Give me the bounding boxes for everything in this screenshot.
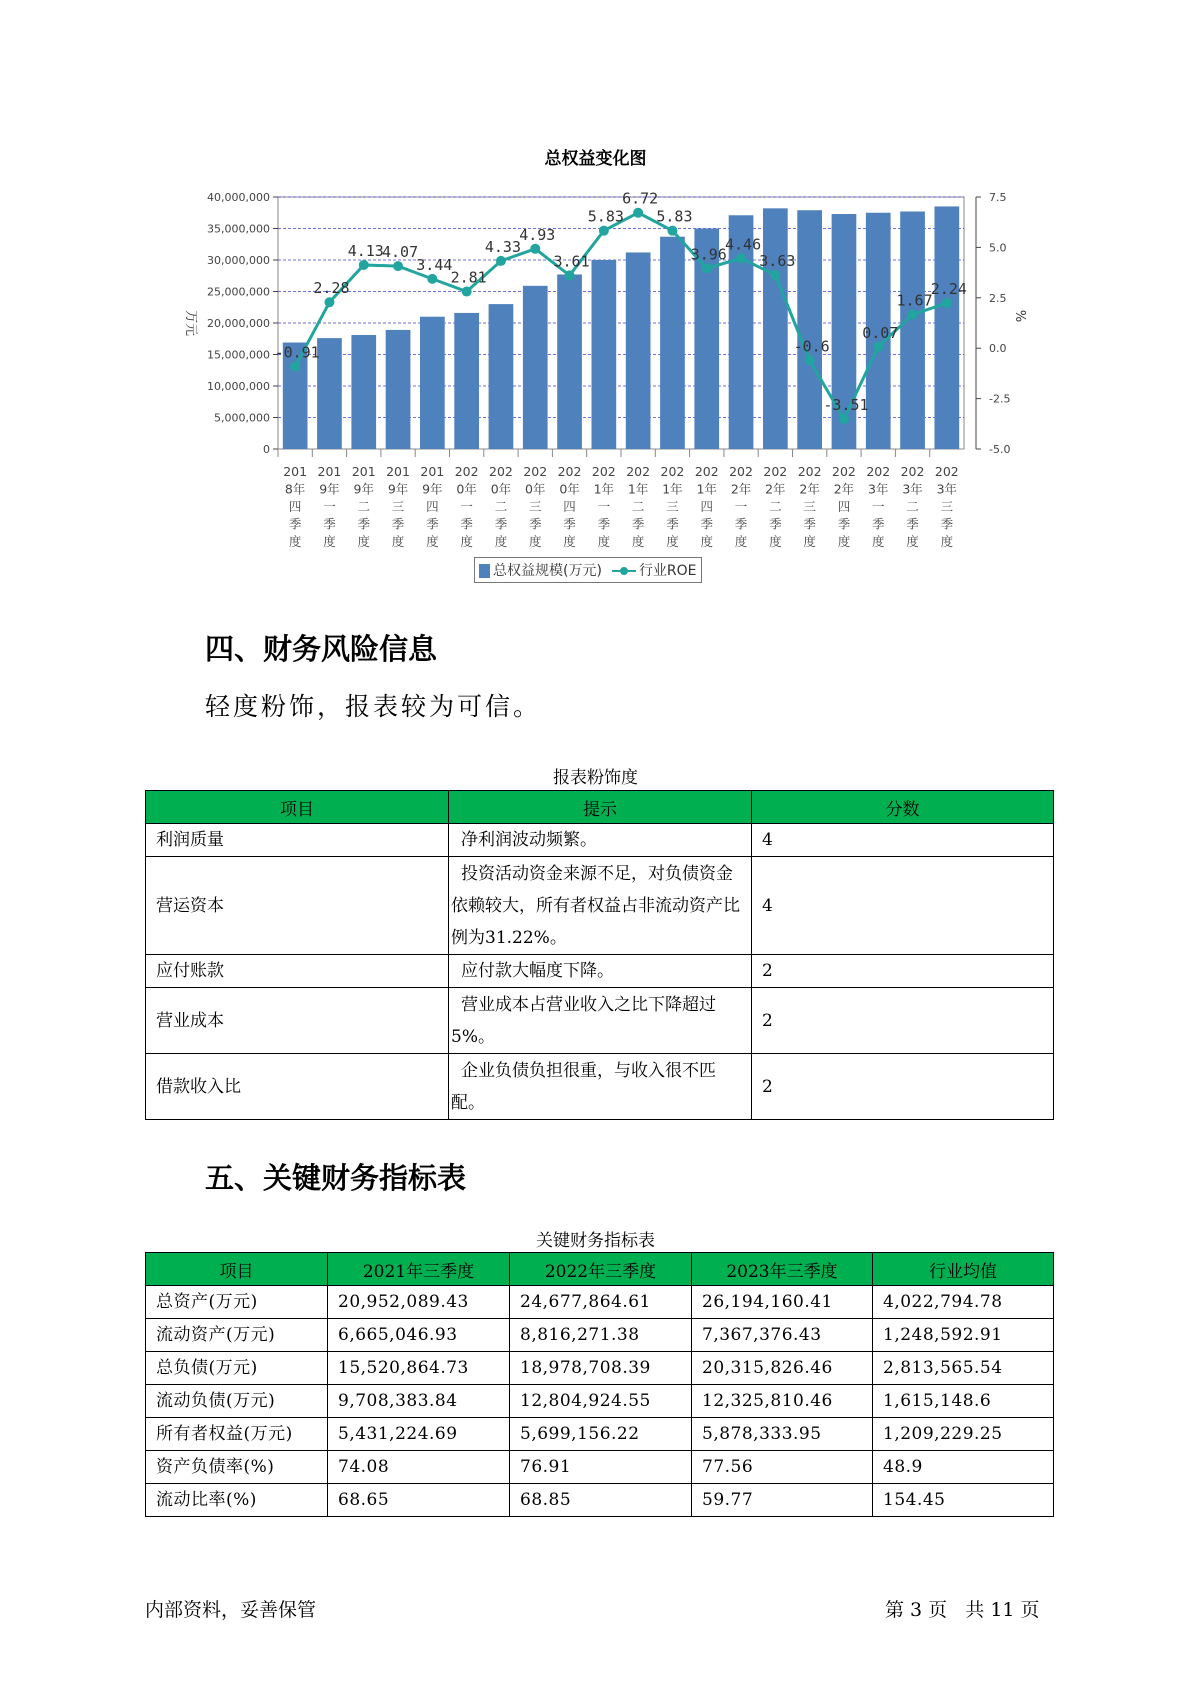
x-tick-label: 201 8年四季度 <box>283 464 308 549</box>
x-tick-label: 202 2年三季度 <box>797 464 822 549</box>
chart-title: 总权益变化图 <box>544 149 647 169</box>
bar <box>935 206 960 449</box>
key-cell-value-2023: 12,325,810.46 <box>692 1385 873 1418</box>
roe-point <box>667 226 677 236</box>
y-right-tick-label: -5.0 <box>989 443 1011 456</box>
roe-point <box>565 270 575 280</box>
table-row <box>146 1286 1054 1319</box>
bar <box>626 252 651 449</box>
x-tick-label: 202 2年四季度 <box>832 464 856 549</box>
risk-tip: 企业负债负担很重，与收入很不匹配。 <box>449 1054 752 1120</box>
x-tick-label: 201 9年四季度 <box>420 464 445 549</box>
roe-data-label: -0.91 <box>274 343 320 362</box>
footer-page-number: 第 3 页 共 11 页 <box>885 1599 1040 1621</box>
table-row <box>146 988 1054 1054</box>
roe-point <box>462 287 472 297</box>
risk-score: 2 <box>752 955 1054 988</box>
risk-tip: 投资活动资金来源不足，对负债资金依赖较大，所有者权益占非流动资产比例为31.22%。 <box>449 857 752 955</box>
roe-data-label: 6.72 <box>622 189 659 208</box>
key-cell-value-2023: 20,315,826.46 <box>692 1352 873 1385</box>
risk-tip: 应付款大幅度下降。 <box>449 955 752 988</box>
key-cell-value-2021: 15,520,864.73 <box>328 1352 510 1385</box>
y-left-tick-label: 5,000,000 <box>214 411 270 425</box>
y-right-tick-label: -2.5 <box>989 392 1011 406</box>
y-right-tick-label: 7.5 <box>989 191 1007 204</box>
x-tick-label: 201 9年一季度 <box>317 464 342 549</box>
roe-data-label: 5.83 <box>587 207 624 226</box>
x-tick-label: 202 2年二季度 <box>763 464 788 549</box>
roe-data-label: 4.13 <box>347 241 384 260</box>
risk-item: 应付账款 <box>146 955 449 988</box>
roe-data-label: 3.63 <box>759 252 796 271</box>
table-row <box>146 1385 1054 1418</box>
bar <box>763 208 788 449</box>
roe-data-label: 4.07 <box>381 243 419 262</box>
header-cell: 项目 <box>146 1253 328 1286</box>
key-cell-value-2023: 5,878,333.95 <box>692 1418 873 1451</box>
bar <box>900 211 925 449</box>
table-row <box>146 1054 1054 1120</box>
x-tick-label: 202 3年二季度 <box>900 464 925 549</box>
bar <box>557 274 582 449</box>
bar-swatch-icon <box>479 564 490 578</box>
key-cell-item: 流动资产(万元) <box>146 1319 328 1352</box>
y-left-tick-label: 0 <box>263 443 270 456</box>
roe-data-label: -0.6 <box>793 337 830 356</box>
bar <box>386 330 411 449</box>
x-tick-label: 202 0年一季度 <box>454 464 479 549</box>
legend-item-bar: 总权益规模(万元) <box>479 560 602 580</box>
roe-point <box>359 260 369 270</box>
roe-point <box>770 270 780 280</box>
y-right-axis-title: % <box>1012 309 1027 323</box>
key-cell-industry-avg: 1,209,229.25 <box>873 1418 1054 1451</box>
risk-item: 营运资本 <box>146 857 449 955</box>
x-tick-label: 202 3年三季度 <box>934 464 959 549</box>
section4-title: 四、财务风险信息 <box>205 632 438 666</box>
key-cell-item: 总资产(万元) <box>146 1286 328 1319</box>
key-cell-item: 流动比率(%) <box>146 1484 328 1517</box>
roe-point <box>290 362 300 372</box>
y-left-tick-label: 20,000,000 <box>207 317 270 330</box>
risk-item: 营业成本 <box>146 988 449 1054</box>
risk-score: 2 <box>752 988 1054 1054</box>
roe-point <box>873 342 883 352</box>
roe-point <box>839 414 849 424</box>
x-tick-label: 202 1年三季度 <box>660 464 685 549</box>
key-cell-industry-avg: 48.9 <box>873 1451 1054 1484</box>
key-cell-value-2022: 76.91 <box>510 1451 692 1484</box>
bar <box>489 304 514 449</box>
roe-data-label: 2.28 <box>313 279 350 298</box>
key-cell-industry-avg: 1,248,592.91 <box>873 1319 1054 1352</box>
roe-data-label: 5.83 <box>656 207 693 226</box>
roe-point <box>599 226 609 236</box>
line-swatch-icon <box>612 565 636 577</box>
y-left-axis-title: 万元 <box>183 309 198 337</box>
table-row <box>146 1319 1054 1352</box>
key-cell-value-2021: 74.08 <box>328 1451 510 1484</box>
risk-table-header <box>146 791 1054 824</box>
roe-data-label: 1.67 <box>896 291 933 310</box>
roe-point <box>324 297 334 307</box>
roe-point <box>427 274 437 284</box>
key-cell-value-2023: 59.77 <box>692 1484 873 1517</box>
roe-data-label: 3.96 <box>690 245 727 264</box>
y-left-tick-label: 10,000,000 <box>207 380 270 393</box>
roe-data-label: 4.33 <box>484 237 522 256</box>
x-tick-label: 201 9年三季度 <box>386 464 410 549</box>
key-cell-value-2022: 5,699,156.22 <box>510 1418 692 1451</box>
roe-point <box>908 310 918 320</box>
table-row <box>146 1484 1054 1517</box>
header-cell: 2021年三季度 <box>328 1253 510 1286</box>
x-tick-label: 202 2年一季度 <box>729 464 753 549</box>
bar <box>351 335 376 449</box>
key-cell-value-2023: 77.56 <box>692 1451 873 1484</box>
bar <box>797 210 822 449</box>
y-right-tick-label: 0.0 <box>989 342 1007 356</box>
risk-item: 利润质量 <box>146 824 449 857</box>
key-cell-value-2021: 6,665,046.93 <box>328 1319 510 1352</box>
x-tick-label: 202 3年一季度 <box>866 464 891 549</box>
chart-legend <box>474 557 702 583</box>
roe-point <box>393 261 403 271</box>
key-cell-industry-avg: 1,615,148.6 <box>873 1385 1054 1418</box>
bar <box>660 237 685 449</box>
key-cell-value-2022: 12,804,924.55 <box>510 1385 692 1418</box>
risk-score: 2 <box>752 1054 1054 1120</box>
key-cell-value-2022: 18,978,708.39 <box>510 1352 692 1385</box>
key-cell-value-2022: 8,816,271.38 <box>510 1319 692 1352</box>
y-left-tick-label: 25,000,000 <box>207 285 270 299</box>
key-table-caption: 关键财务指标表 <box>536 1231 655 1251</box>
bar <box>454 313 479 449</box>
risk-table <box>145 790 1054 1120</box>
bar <box>420 317 445 449</box>
key-cell-item: 资产负债率(%) <box>146 1451 328 1484</box>
key-cell-value-2023: 7,367,376.43 <box>692 1319 873 1352</box>
header-cell: 提示 <box>449 791 752 824</box>
y-left-tick-label: 40,000,000 <box>207 191 270 204</box>
x-tick-label: 202 0年四季度 <box>557 464 582 549</box>
roe-point <box>805 355 815 365</box>
key-cell-value-2021: 9,708,383.84 <box>328 1385 510 1418</box>
roe-data-label: 4.93 <box>519 225 556 244</box>
x-tick-label: 202 0年三季度 <box>523 464 548 549</box>
roe-data-label: 4.46 <box>724 235 762 254</box>
roe-data-label: 2.81 <box>450 268 487 287</box>
roe-data-label: -3.51 <box>823 395 869 414</box>
key-cell-industry-avg: 154.45 <box>873 1484 1054 1517</box>
key-cell-item: 总负债(万元) <box>146 1352 328 1385</box>
bar <box>317 338 342 449</box>
key-table-header <box>146 1253 1054 1286</box>
y-left-tick-label: 15,000,000 <box>207 348 270 362</box>
table-row <box>146 955 1054 988</box>
table-row <box>146 857 1054 955</box>
key-cell-value-2021: 20,952,089.43 <box>328 1286 510 1319</box>
bar <box>523 286 548 449</box>
key-cell-industry-avg: 2,813,565.54 <box>873 1352 1054 1385</box>
roe-data-label: 3.44 <box>416 255 453 274</box>
key-cell-value-2022: 24,677,864.61 <box>510 1286 692 1319</box>
roe-data-label: 0.07 <box>862 323 899 342</box>
y-right-tick-label: 5.0 <box>989 241 1007 255</box>
key-cell-value-2021: 68.65 <box>328 1484 510 1517</box>
risk-score: 4 <box>752 857 1054 955</box>
key-cell-item: 流动负债(万元) <box>146 1385 328 1418</box>
y-left-tick-label: 35,000,000 <box>207 222 270 236</box>
key-cell-industry-avg: 4,022,794.78 <box>873 1286 1054 1319</box>
footer-left: 内部资料，妥善保管 <box>145 1599 317 1621</box>
key-cell-value-2021: 5,431,224.69 <box>328 1418 510 1451</box>
roe-point <box>942 298 952 308</box>
risk-score: 4 <box>752 824 1054 857</box>
x-tick-label: 202 1年一季度 <box>591 464 616 549</box>
legend-item-line: 行业ROE <box>612 560 697 580</box>
x-tick-label: 202 1年四季度 <box>694 464 719 549</box>
header-cell: 分数 <box>752 791 1054 824</box>
roe-data-label: 3.61 <box>553 252 590 271</box>
x-tick-label: 202 1年二季度 <box>626 464 651 549</box>
roe-point <box>496 256 506 266</box>
risk-tip: 营业成本占营业收入之比下降超过5%。 <box>449 988 752 1054</box>
risk-table-caption: 报表粉饰度 <box>553 768 638 788</box>
y-left-tick-label: 30,000,000 <box>207 254 270 267</box>
key-cell-value-2023: 26,194,160.41 <box>692 1286 873 1319</box>
risk-item: 借款收入比 <box>146 1054 449 1120</box>
roe-point <box>633 208 643 218</box>
roe-point <box>530 244 540 254</box>
table-row <box>146 1352 1054 1385</box>
bar <box>592 260 617 449</box>
risk-tip: 净利润波动频繁。 <box>449 824 752 857</box>
equity-chart <box>0 0 1191 560</box>
roe-point <box>702 263 712 273</box>
section5-title: 五、关键财务指标表 <box>205 1161 467 1195</box>
section4-text: 轻度粉饰，报表较为可信。 <box>205 692 542 721</box>
roe-point <box>736 253 746 263</box>
x-tick-label: 202 0年二季度 <box>489 464 513 549</box>
key-financial-table <box>145 1252 1054 1517</box>
table-row <box>146 1451 1054 1484</box>
roe-data-label: 2.24 <box>930 280 967 299</box>
header-cell: 项目 <box>146 791 449 824</box>
header-cell: 2022年三季度 <box>510 1253 692 1286</box>
table-row <box>146 824 1054 857</box>
y-right-tick-label: 2.5 <box>989 291 1007 305</box>
key-cell-value-2022: 68.85 <box>510 1484 692 1517</box>
header-cell: 2023年三季度 <box>692 1253 873 1286</box>
table-row <box>146 1418 1054 1451</box>
key-cell-item: 所有者权益(万元) <box>146 1418 328 1451</box>
x-tick-label: 201 9年二季度 <box>351 464 376 549</box>
header-cell: 行业均值 <box>873 1253 1054 1286</box>
